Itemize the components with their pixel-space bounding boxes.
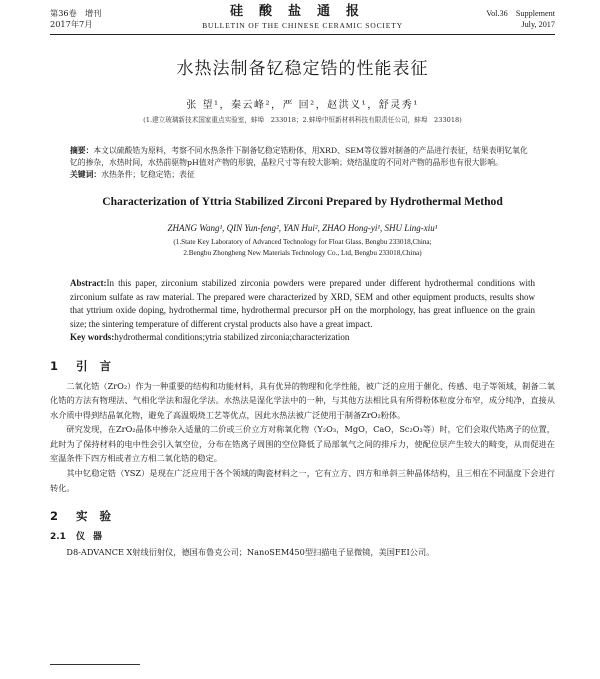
- running-header: [50, 0, 555, 35]
- en-affiliation-1: (1.State Key Laboratory of Advanced Technology for Float Glass, Bengbu 233018,China;: [173, 238, 432, 246]
- cn-affiliation: (1.建立玻璃新技术国家重点实验室，蚌埠 233018；2.蚌埠中恒新材料科技有限责任公司，蚌埠 233018): [143, 116, 462, 124]
- journal-name-en: BULLETIN OF THE CHINESE CERAMIC SOCIETY: [202, 21, 403, 30]
- en-abstract-text: In this paper, zirconium stabilized zirconia powders were prepared under different hydrothermal conditions with zirconium sulfate as raw material. The prepared were characterized by XRD, SEM and other equipment products, results show that yttrium oxide doping, hydrothermal time, hydrothermal precursor pH on the morphology, has great influence on the grain size; the sintering temperature of different crystal products also have a great impact.: [70, 278, 535, 329]
- volume-supplement: Vol.36 Supplement: [486, 9, 555, 18]
- cn-keywords-text: 水热条件；钇稳定锆；表征: [101, 170, 195, 179]
- en-affiliation-2: 2.Bengbu Zhongheng New Materials Technology Co., Ltd, Bengbu 233018,China): [183, 249, 422, 257]
- subsection-heading-instruments: [50, 531, 555, 543]
- section-title: 引言: [76, 358, 123, 373]
- section-number: 2: [50, 509, 59, 524]
- footnote-divider: [50, 664, 140, 665]
- cn-title: 水热法制备钇稳定锆的性能表征: [176, 59, 429, 79]
- subsection-number: 2.1: [50, 532, 66, 543]
- en-authors: ZHANG Wang¹, QIN Yun-feng², YAN Hui², ZHAO Hong-yi¹, SHU Ling-xiu¹: [167, 223, 438, 233]
- en-title: Characterization of Yttria Stabilized Zirconi Prepared by Hydrothermal Method: [102, 195, 503, 208]
- section-body-introduction: [50, 379, 555, 496]
- cn-keywords: [70, 169, 535, 181]
- journal-name-cn: 硅酸盐通报: [229, 4, 375, 19]
- cn-abstract: [70, 145, 535, 169]
- paragraph: 二氧化锆（ZrO₂）作为一种重要的结构和功能材料，具有优异的物理和化学性能，被广泛的应用于催化、传感、电子等领域，制备二氧化锆的方法有物理法、气相化学法和湿化学法。水热法是湿化学法中的一种，与其他方法相比具有所得粉体粒度分布窄，成分纯净，直接从水介质中得到结晶氧化物，避免了高温煅烧工艺等优点，因此水热法被广泛使用于制备ZrO₂粉体。: [50, 380, 555, 420]
- cn-authors: 张 望¹，秦云峰²，严 回²，赵洪义¹，舒灵秀¹: [186, 100, 419, 111]
- section-title: 实验: [76, 509, 123, 524]
- en-keywords-text: hydrothermal conditions;ytria stabilized zirconia;characterization: [114, 332, 350, 342]
- issue-date: 2017年7月: [50, 19, 93, 29]
- paragraph: 其中钇稳定锆（YSZ）是现在广泛应用于各个领域的陶瓷材料之一，它有立方、四方和单斜三种晶体结构，且三相在不同温度下会进行转化。: [50, 468, 555, 493]
- cn-abstract-label: 摘要：: [70, 146, 94, 155]
- cn-keywords-label: 关键词：: [70, 170, 102, 179]
- issue-volume: 第36卷 增刊: [50, 8, 102, 18]
- journal-name: [50, 5, 555, 30]
- cn-abstract-text: 本文以硫酸锆为原料，考察不同水热条件下制备钇稳定锆粉体，用XRD、SEM等仪器对制备的产品进行表征，结果表明钇氧化钇的掺杂，水热时间，水热前驱物pH值对产物的形貌，晶粒尺寸等有较大影响；烧结温度的不同对产物的晶形也有很大影响。: [70, 146, 528, 167]
- section-heading-introduction: [50, 359, 555, 373]
- en-abstract: [70, 277, 535, 331]
- en-keywords: [70, 331, 535, 345]
- volume-info: [486, 8, 555, 30]
- subsection-title: 仪器: [76, 532, 111, 543]
- section-number: 1: [50, 358, 59, 373]
- en-abstract-label: Abstract:: [70, 278, 107, 288]
- volume-date: July, 2017: [521, 20, 555, 29]
- section-body-instruments: [50, 545, 555, 560]
- en-abstract-block: [70, 277, 535, 345]
- cn-abstract-block: [70, 145, 535, 181]
- en-affiliation: [50, 237, 555, 259]
- paragraph: D8-ADVANCE X射线衍射仪，德国布鲁克公司；NanoSEM450型扫描电子显微镜，美国FEI公司。: [66, 547, 435, 558]
- en-keywords-label: Key words:: [70, 332, 115, 342]
- section-heading-experiment: [50, 509, 555, 523]
- paragraph: 研究发现，在ZrO₂晶体中掺杂入适量的二价或三价立方对称氧化物（Y₂O₃，MgO，CaO，Sc₂O₃等）时，它们会取代锆离子的位置，此时为了保持材料的电中性会引入氧空位，分布在锆离子周围的空位降低了局部氧气之间的排斥力，使配位层产生较大的畸变，从而促进在室温条件下四方相或者立方相二氧化锆的稳定。: [50, 424, 555, 464]
